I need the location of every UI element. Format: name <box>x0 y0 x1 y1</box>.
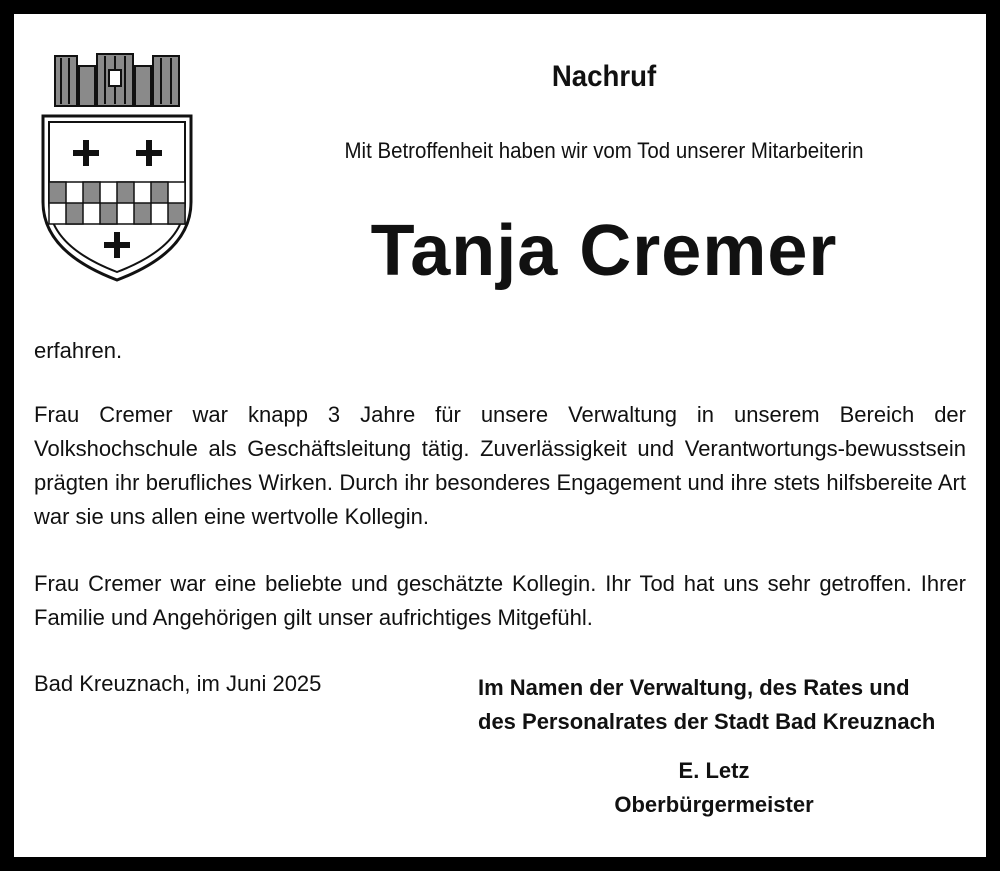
on-behalf-line-1: Im Namen der Verwaltung, des Rates und <box>478 675 910 700</box>
signer-role: Oberbürgermeister <box>614 792 814 817</box>
paragraph-condolence: Frau Cremer war eine beliebte und geschätzte Kollegin. Ihr Tod hat uns sehr getroffen. Ihrer Familie und Angehörigen gilt unser aufrichtiges Mitgefühl. <box>34 571 966 630</box>
obituary-notice <box>14 14 986 857</box>
paragraph-career: Frau Cremer war knapp 3 Jahre für unsere Verwaltung in unserem Bereich der Volkshochschule als Geschäftsleitung tätig. Zuverlässigkeit und Verantwortungs-bewusstsein prägten ihr berufliches Wirken. Durch ihr besonderes Engagement und ihre stets hilfsbereite Art war sie uns allen eine wertvolle Kollegin. <box>34 402 966 529</box>
on-behalf-line-2: des Personalrates der Stadt Bad Kreuznach <box>478 709 936 734</box>
paragraph-erfahren: erfahren. <box>34 338 123 363</box>
place-date: Bad Kreuznach, im Juni 2025 <box>34 671 322 696</box>
signer-name: E. Letz <box>678 758 750 783</box>
on-behalf-block <box>478 671 935 739</box>
notice-title: Nachruf <box>551 60 657 93</box>
deceased-name: Tanja Cremer <box>370 211 838 291</box>
intro-text: Mit Betroffenheit haben wir vom Tod unserer Mitarbeiterin <box>344 138 864 163</box>
city-coat-of-arms-icon <box>39 52 195 282</box>
